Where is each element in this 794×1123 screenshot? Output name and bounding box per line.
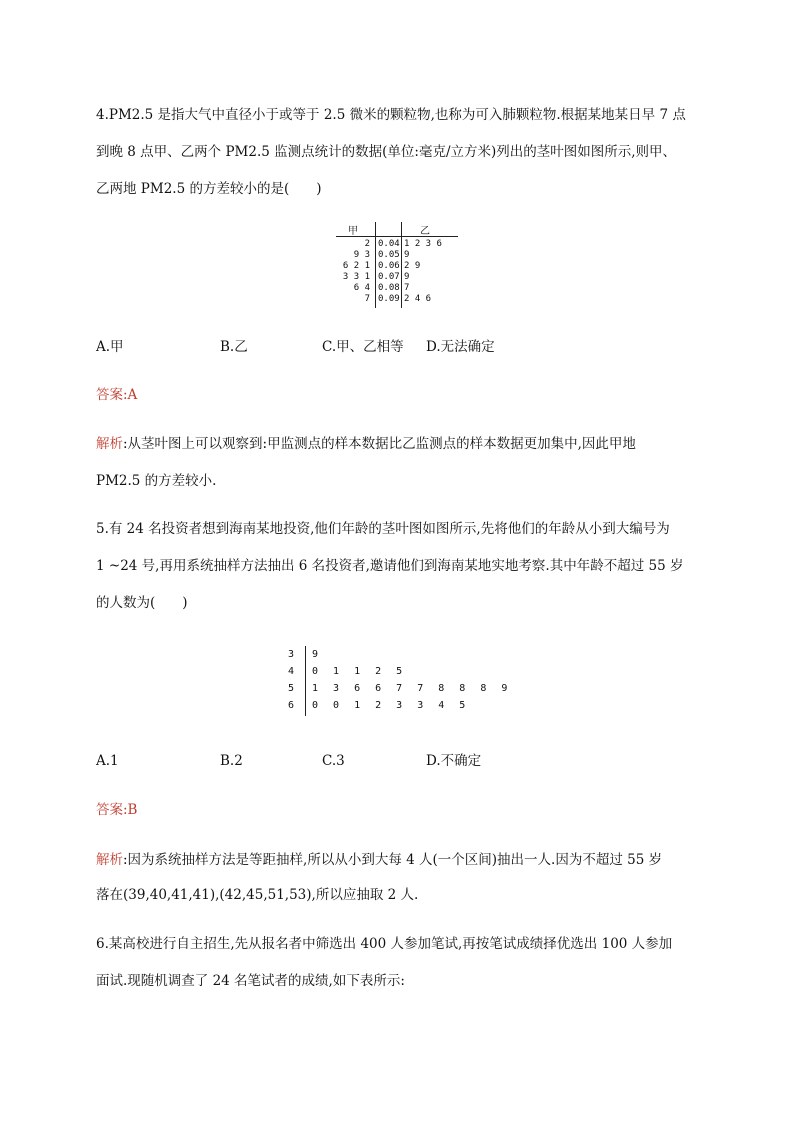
stem-divider [305, 646, 306, 716]
q4-analysis-text: :从茎叶图上可以观察到:甲监测点的样本数据比乙监测点的样本数据更加集中,因此甲地 [123, 436, 636, 452]
plot-row [336, 294, 464, 304]
q4-text-line1: 4.PM2.5 是指大气中直径小于或等于 2.5 微米的颗粒物,也称为可入肺颗粒物.根据某地某日早 7 点 [96, 107, 686, 123]
right-leaves: 2 4 6 [404, 294, 432, 304]
plot-row [336, 250, 464, 260]
q6-text-line2: 面试.现随机调查了 24 名笔试者的成绩,如下表所示: [96, 973, 405, 989]
q4-analysis-line2: PM2.5 的方差较小. [96, 473, 217, 489]
q5-analysis-label: 解析 [96, 852, 123, 868]
stem: 0.04 [378, 239, 400, 249]
q5-analysis-text: :因为系统抽样方法是等距抽样,所以从小到大每 4 人(一个区间)抽出一人.因为不超过 55 岁 [123, 852, 663, 868]
left-leaves: 6 2 1 [342, 261, 370, 271]
leaves: 1 3 6 6 7 7 8 8 8 9 [312, 683, 508, 694]
stem: 5 [288, 683, 295, 694]
stem: 6 [288, 700, 295, 711]
leaves: 0 0 1 2 3 3 4 5 [312, 700, 466, 711]
q5-option-b: B.2 [220, 753, 243, 769]
leaves: 0 1 1 2 5 [312, 666, 403, 677]
leaves: 9 [312, 649, 319, 660]
stem: 0.06 [378, 261, 400, 271]
q4-option-d: D.无法确定 [426, 339, 495, 355]
plot-row [336, 283, 464, 293]
q5-answer: 答案:B [96, 802, 138, 818]
q5-analysis-line2: 落在(39,40,41,41),(42,45,51,53),所以应抽取 2 人. [96, 887, 419, 903]
left-leaves: 3 3 1 [342, 272, 370, 282]
left-leaves: 2 [364, 239, 370, 249]
plot-row [336, 261, 464, 271]
q6-text-line1: 6.某高校进行自主招生,先从报名者中筛选出 400 人参加笔试,再按笔试成绩择优选出 100 人参加 [96, 936, 673, 952]
q4-text-line3: 乙两地 PM2.5 的方差较小的是( ) [96, 181, 322, 197]
q4-option-a: A.甲 [96, 339, 124, 355]
right-leaves: 2 9 [404, 261, 421, 271]
stem: 0.05 [378, 250, 400, 260]
q5-text-line2: 1 ~24 号,再用系统抽样方法抽出 6 名投资者,邀请他们到海南某地实地考察.其中年龄不超过 55 岁 [96, 558, 684, 574]
q4-analysis-label: 解析 [96, 436, 123, 452]
left-leaves: 6 4 [353, 283, 370, 293]
q5-text-line1: 5.有 24 名投资者想到海南某地投资,他们年龄的茎叶图如图所示,先将他们的年龄从小到大编号为 [96, 521, 670, 537]
q4-stem-leaf-plot [336, 222, 464, 308]
stem: 0.07 [378, 272, 400, 282]
left-header: 甲 [348, 226, 358, 237]
right-leaves: 9 [404, 272, 410, 282]
right-leaves: 7 [404, 283, 410, 293]
right-leaves: 9 [404, 250, 410, 260]
plot-row [336, 239, 464, 249]
q5-stem-leaf-plot [284, 646, 524, 718]
q5-option-a: A.1 [96, 753, 119, 769]
q4-text-line2: 到晚 8 点甲、乙两个 PM2.5 监测点统计的数据(单位:毫克/立方米)列出的茎叶图如图所示,则甲、 [96, 144, 677, 160]
left-leaves: 7 [364, 294, 370, 304]
q5-option-c: C.3 [322, 753, 345, 769]
q5-analysis-line1 [96, 851, 662, 869]
stem: 0.08 [378, 283, 400, 293]
right-leaves: 1 2 3 6 [404, 239, 442, 249]
plot-row [336, 272, 464, 282]
stem: 0.09 [378, 294, 400, 304]
stem: 4 [288, 666, 295, 677]
header-divider [336, 236, 458, 237]
q4-option-b: B.乙 [220, 339, 248, 355]
q4-answer: 答案:A [96, 387, 138, 403]
q4-option-c: C.甲、乙相等 [322, 339, 404, 355]
left-leaves: 9 3 [353, 250, 370, 260]
q5-text-line3: 的人数为( ) [96, 595, 188, 611]
q5-option-d: D.不确定 [426, 753, 482, 769]
right-header: 乙 [420, 226, 430, 237]
stem: 3 [288, 649, 295, 660]
q4-analysis-line1 [96, 435, 636, 453]
